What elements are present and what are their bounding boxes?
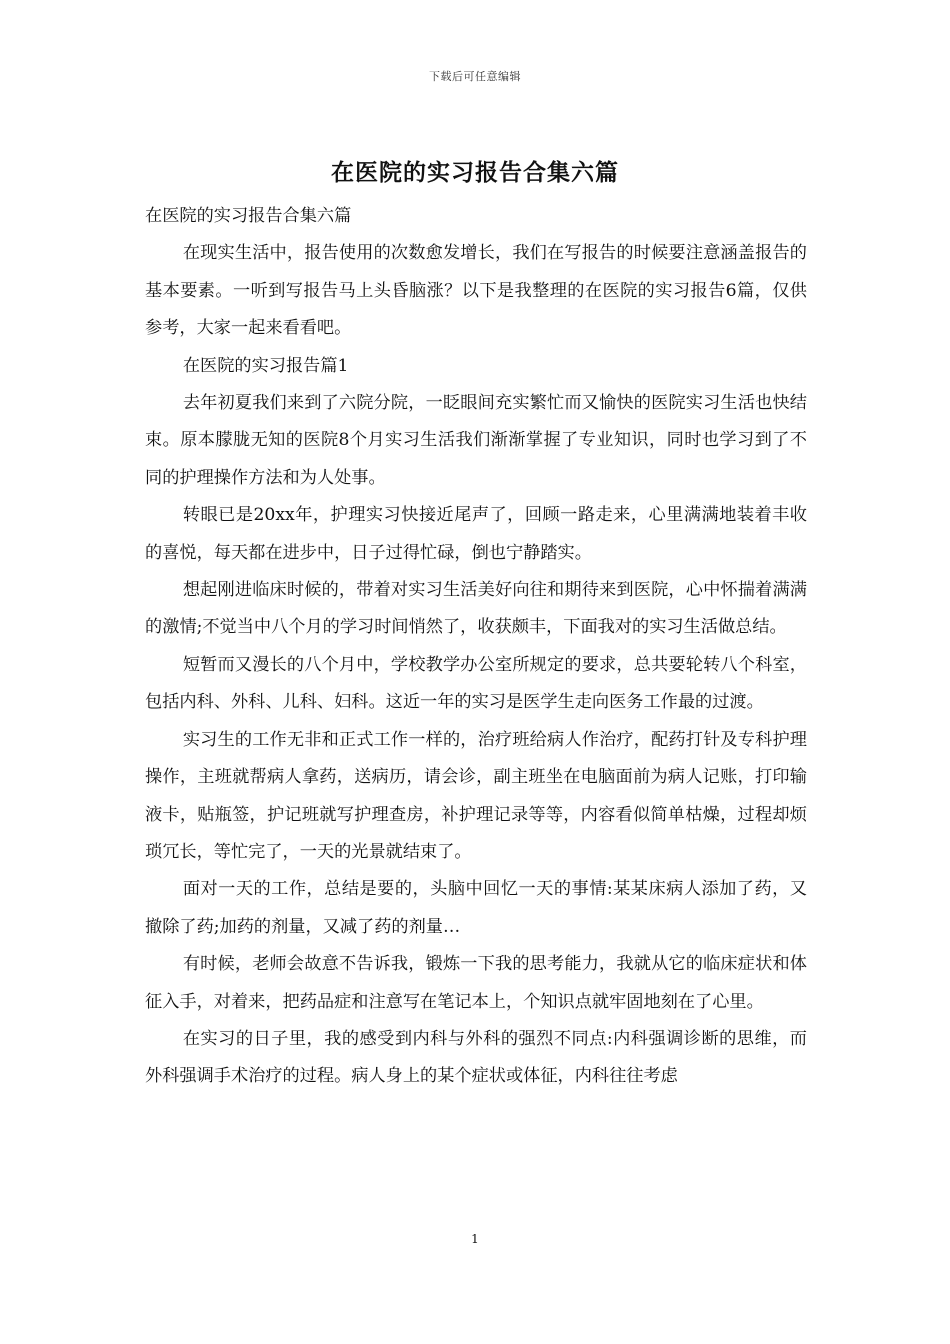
intro-paragraph: 在现实生活中，报告使用的次数愈发增长，我们在写报告的时候要注意涵盖报告的基本要素。一听到写报告马上头昏脑涨？以下是我整理的在医院的实习报告6篇，仅供参考，大家一起来看看吧。	[145, 243, 807, 339]
body-paragraph: 去年初夏我们来到了六院分院，一眨眼间充实繁忙而又愉快的医院实习生活也快结束。原本朦胧无知的医院8个月实习生活我们渐渐掌握了专业知识，同时也学习到了不同的护理操作方法和为人处事。	[145, 393, 807, 488]
document-title: 在医院的实习报告合集六篇	[331, 159, 619, 186]
subtitle-paragraph: 在医院的实习报告合集六篇	[145, 206, 352, 226]
page-number: 1	[471, 1232, 479, 1246]
body-paragraph: 实习生的工作无非和正式工作一样的，治疗班给病人作治疗，配药打针及专科护理操作，主班就帮病人拿药，送病历，请会诊，副主班坐在电脑面前为病人记账，打印输液卡，贴瓶签，护记班就写护理查房，补护理记录等等，内容看似简单枯燥，过程却烦琐冗长，等忙完了，一天的光景就结束了。	[145, 729, 807, 862]
body-paragraph: 想起刚进临床时候的，带着对实习生活美好向往和期待来到医院，心中怀揣着满满的激情;不觉当中八个月的学习时间悄然了，收获颇丰，下面我对的实习生活做总结。	[145, 580, 807, 638]
body-paragraph: 面对一天的工作，总结是要的，头脑中回忆一天的事情:某某床病人添加了药，又撤除了药;加药的剂量，又减了药的剂量…	[145, 879, 807, 937]
document-body	[145, 198, 807, 1096]
body-paragraph: 在实习的日子里，我的感受到内科与外科的强烈不同点:内科强调诊断的思维，而外科强调手术治疗的过程。病人身上的某个症状或体征，内科往往考虑	[145, 1028, 807, 1087]
section-heading: 在医院的实习报告篇1	[182, 355, 349, 376]
body-paragraph: 短暂而又漫长的八个月中，学校教学办公室所规定的要求，总共要轮转八个科室，包括内科、外科、儿科、妇科。这近一年的实习是医学生走向医务工作最的过渡。	[145, 654, 807, 713]
body-paragraph: 有时候，老师会故意不告诉我，锻炼一下我的思考能力，我就从它的临床症状和体征入手，对着来，把药品症和注意写在笔记本上，个知识点就牢固地刻在了心里。	[145, 954, 807, 1012]
body-paragraph: 转眼已是20xx年，护理实习快接近尾声了，回顾一路走来，心里满满地装着丰收的喜悦，每天都在进步中，日子过得忙碌，倒也宁静踏实。	[145, 505, 807, 563]
header-note: 下载后可任意编辑	[429, 70, 521, 83]
